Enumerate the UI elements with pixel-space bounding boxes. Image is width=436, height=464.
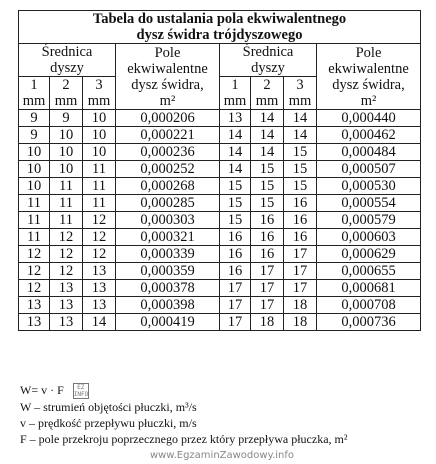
area-cell: 0,000629	[317, 246, 421, 263]
area-label-2: ekwiwalentne	[328, 60, 409, 77]
table-row	[19, 314, 421, 331]
nozzle-3-cell: 15	[284, 144, 317, 161]
nozzle-1-cell: 9	[19, 127, 50, 144]
nozzle-1-cell: 10	[19, 161, 50, 178]
area-cell: 0,000462	[317, 127, 421, 144]
nozzle-1-cell: 16	[220, 246, 251, 263]
nozzle-index: 2	[263, 77, 271, 93]
nozzle-1-cell: 17	[220, 297, 251, 314]
nozzle-3-cell: 12	[83, 212, 116, 229]
nozzle-2-cell: 11	[50, 212, 83, 229]
table-row	[19, 229, 421, 246]
unit-mm: mm	[87, 93, 111, 109]
area-cell: 0,000681	[317, 280, 421, 297]
nozzle-1-cell: 16	[220, 263, 251, 280]
area-cell: 0,000285	[116, 195, 220, 212]
area-cell: 0,000268	[116, 178, 220, 195]
nozzle-index: 3	[296, 77, 304, 93]
area-label-1: Pole	[355, 44, 382, 61]
nozzle-3-cell: 16	[284, 229, 317, 246]
nozzle-2-cell: 16	[251, 229, 284, 246]
unit-mm: mm	[22, 93, 46, 109]
table-row	[19, 195, 421, 212]
nozzle-3-cell: 13	[83, 280, 116, 297]
header-row-1	[19, 44, 421, 77]
nozzle-1-cell: 10	[19, 178, 50, 195]
nozzle-1-cell: 16	[220, 229, 251, 246]
area-cell: 0,000359	[116, 263, 220, 280]
nozzle-2-cell: 14	[251, 144, 284, 161]
table-row	[19, 178, 421, 195]
nozzle-1-cell: 13	[19, 314, 50, 331]
nozzle-3-cell: 15	[284, 178, 317, 195]
legend-f: F – pole przekroju poprzecznego przez który przepływa płuczka, m²	[20, 432, 348, 447]
nozzle-1-cell: 10	[19, 144, 50, 161]
nozzle-1-cell: 11	[19, 212, 50, 229]
area-cell: 0,000206	[116, 110, 220, 127]
nozzle-2-cell: 17	[251, 280, 284, 297]
area-cell: 0,000378	[116, 280, 220, 297]
watermark: www.EgzaminZawodowy.info	[149, 450, 294, 461]
diameter-label: Średnica	[41, 44, 93, 60]
nozzle-1-cell: 12	[19, 280, 50, 297]
nozzle-1-cell: 15	[220, 195, 251, 212]
nozzle-3-header	[284, 77, 317, 110]
title-line-2: dysz świdra trójdyszowego	[136, 27, 303, 43]
nozzle-index: 1	[30, 77, 38, 93]
nozzle-3-header	[83, 77, 116, 110]
area-unit: m²	[360, 92, 377, 109]
area-cell: 0,000221	[116, 127, 220, 144]
table-title	[19, 11, 421, 44]
nozzle-label: dyszy	[251, 60, 285, 76]
nozzle-2-header	[251, 77, 284, 110]
diameter-header-right	[220, 44, 317, 77]
nozzle-3-cell: 16	[284, 195, 317, 212]
nozzle-3-cell: 18	[284, 297, 317, 314]
nozzle-3-cell: 14	[284, 110, 317, 127]
nozzle-2-cell: 12	[50, 246, 83, 263]
nozzle-1-cell: 12	[19, 263, 50, 280]
logo-text-1: EZ	[77, 384, 85, 392]
nozzle-2-cell: 15	[251, 195, 284, 212]
nozzle-1-cell: 9	[19, 110, 50, 127]
table-container	[18, 10, 420, 331]
diameter-header-left	[19, 44, 116, 77]
unit-mm: mm	[223, 93, 247, 109]
area-label-2: ekwiwalentne	[127, 60, 208, 77]
legend	[20, 382, 347, 447]
nozzle-2-cell: 15	[251, 161, 284, 178]
area-cell: 0,000440	[317, 110, 421, 127]
area-cell: 0,000603	[317, 229, 421, 246]
nozzle-1-cell: 13	[220, 110, 251, 127]
nozzle-2-cell: 12	[50, 229, 83, 246]
area-cell: 0,000554	[317, 195, 421, 212]
nozzle-2-cell: 10	[50, 144, 83, 161]
area-cell: 0,000708	[317, 297, 421, 314]
nozzle-3-cell: 10	[83, 144, 116, 161]
table-row	[19, 280, 421, 297]
area-cell: 0,000419	[116, 314, 220, 331]
nozzle-1-cell: 14	[220, 127, 251, 144]
nozzle-2-cell: 14	[251, 110, 284, 127]
nozzle-2-cell: 13	[50, 297, 83, 314]
table-row	[19, 212, 421, 229]
area-cell: 0,000303	[116, 212, 220, 229]
nozzle-1-cell: 12	[19, 246, 50, 263]
nozzle-1-cell: 15	[220, 212, 251, 229]
logo-text-2: INFO	[73, 391, 89, 399]
nozzle-3-cell: 16	[284, 212, 317, 229]
area-cell: 0,000252	[116, 161, 220, 178]
table-row	[19, 127, 421, 144]
nozzle-3-cell: 11	[83, 195, 116, 212]
nozzle-index: 1	[231, 77, 239, 93]
nozzle-1-cell: 13	[19, 297, 50, 314]
nozzle-label: dyszy	[50, 60, 84, 76]
legend-v: v – prędkość przepływu płuczki, m/s	[20, 416, 197, 431]
nozzle-3-cell: 15	[284, 161, 317, 178]
area-cell: 0,000339	[116, 246, 220, 263]
legend-w: W – strumień objętości płuczki, m³/s	[20, 400, 197, 415]
nozzle-2-cell: 13	[50, 280, 83, 297]
nozzle-2-cell: 10	[50, 161, 83, 178]
table-row	[19, 161, 421, 178]
nozzle-1-cell: 14	[220, 144, 251, 161]
nozzle-3-cell: 13	[83, 297, 116, 314]
nozzle-1-cell: 17	[220, 280, 251, 297]
unit-mm: mm	[255, 93, 279, 109]
area-cell: 0,000507	[317, 161, 421, 178]
nozzle-2-cell: 11	[50, 178, 83, 195]
nozzle-2-cell: 12	[50, 263, 83, 280]
nozzle-table	[18, 10, 421, 331]
area-label-3: dysz świdra,	[332, 76, 405, 93]
nozzle-3-cell: 17	[284, 280, 317, 297]
nozzle-3-cell: 10	[83, 127, 116, 144]
nozzle-2-cell: 9	[50, 110, 83, 127]
nozzle-3-cell: 10	[83, 110, 116, 127]
nozzle-2-cell: 17	[251, 297, 284, 314]
nozzle-3-cell: 11	[83, 161, 116, 178]
nozzle-3-cell: 17	[284, 246, 317, 263]
nozzle-1-cell: 17	[220, 314, 251, 331]
nozzle-3-cell: 17	[284, 263, 317, 280]
title-row	[19, 11, 421, 44]
nozzle-2-cell: 13	[50, 314, 83, 331]
area-cell: 0,000736	[317, 314, 421, 331]
nozzle-2-cell: 16	[251, 212, 284, 229]
nozzle-1-cell: 11	[19, 229, 50, 246]
nozzle-2-cell: 11	[50, 195, 83, 212]
nozzle-1-cell: 14	[220, 161, 251, 178]
nozzle-2-header	[50, 77, 83, 110]
nozzle-3-cell: 12	[83, 246, 116, 263]
table-row	[19, 263, 421, 280]
nozzle-3-cell: 12	[83, 229, 116, 246]
table-row	[19, 246, 421, 263]
area-header-right	[317, 44, 421, 110]
nozzle-2-cell: 10	[50, 127, 83, 144]
area-cell: 0,000579	[317, 212, 421, 229]
area-cell: 0,000398	[116, 297, 220, 314]
area-cell: 0,000236	[116, 144, 220, 161]
diameter-label: Średnica	[242, 44, 294, 60]
nozzle-2-cell: 17	[251, 263, 284, 280]
unit-mm: mm	[54, 93, 78, 109]
nozzle-3-cell: 18	[284, 314, 317, 331]
unit-mm: mm	[288, 93, 312, 109]
area-label-1: Pole	[154, 44, 181, 61]
area-cell: 0,000655	[317, 263, 421, 280]
area-unit: m²	[159, 92, 176, 109]
table-row	[19, 297, 421, 314]
nozzle-index: 2	[62, 77, 70, 93]
formula: W= v · F	[20, 383, 64, 397]
table-row	[19, 110, 421, 127]
nozzle-2-cell: 14	[251, 127, 284, 144]
formula-line	[20, 382, 347, 399]
nozzle-3-cell: 11	[83, 178, 116, 195]
nozzle-1-header	[220, 77, 251, 110]
nozzle-1-cell: 15	[220, 178, 251, 195]
area-cell: 0,000530	[317, 178, 421, 195]
area-cell: 0,000321	[116, 229, 220, 246]
nozzle-2-cell: 16	[251, 246, 284, 263]
nozzle-3-cell: 14	[284, 127, 317, 144]
table-row	[19, 144, 421, 161]
nozzle-3-cell: 14	[83, 314, 116, 331]
title-line-1: Tabela do ustalania pola ekwiwalentnego	[92, 11, 347, 27]
nozzle-2-cell: 18	[251, 314, 284, 331]
area-header-left	[116, 44, 220, 110]
nozzle-2-cell: 15	[251, 178, 284, 195]
ez-info-logo-icon	[73, 383, 89, 399]
nozzle-1-header	[19, 77, 50, 110]
area-cell: 0,000484	[317, 144, 421, 161]
nozzle-3-cell: 13	[83, 263, 116, 280]
nozzle-index: 3	[95, 77, 103, 93]
area-label-3: dysz świdra,	[131, 76, 204, 93]
nozzle-1-cell: 11	[19, 195, 50, 212]
